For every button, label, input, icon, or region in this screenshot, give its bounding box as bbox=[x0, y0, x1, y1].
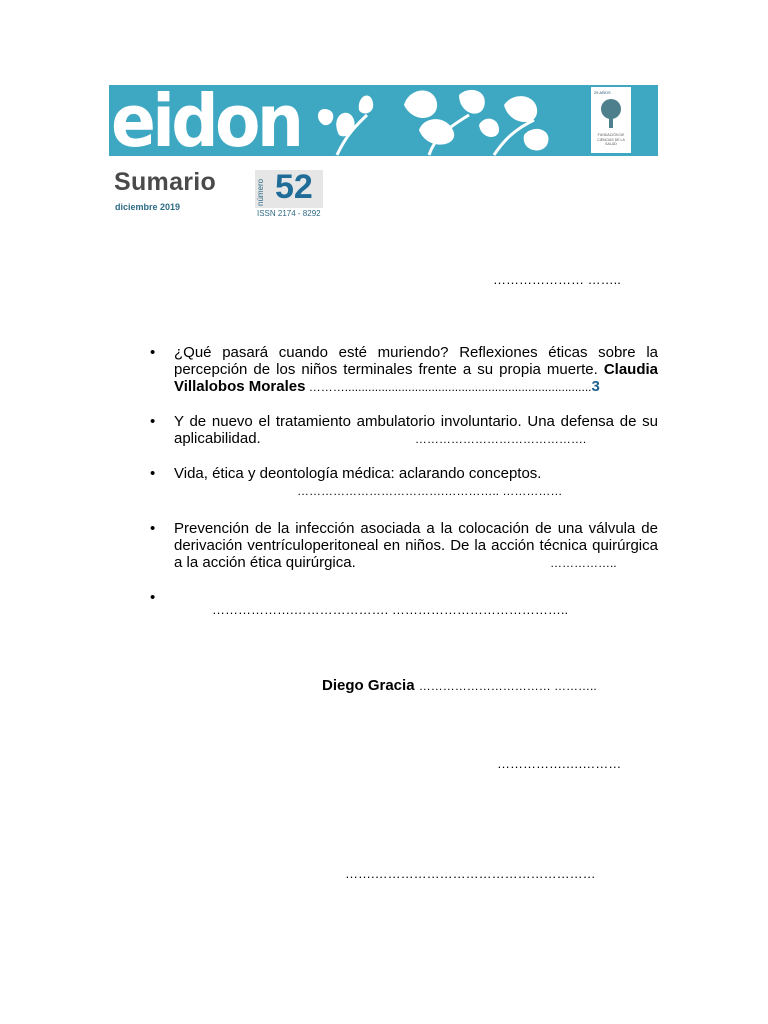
dot-leader: ……………………………………. bbox=[414, 432, 587, 446]
badge-name: FUNDACIÓN DE CIENCIAS DE LA SALUD bbox=[597, 133, 625, 146]
toc-item-title: Prevención de la infección asociada a la colocación de una válvula de derivación ventrículoperitoneal en niños. De la acción técnica quirúrgica a la acción ética quirúrgica. bbox=[174, 520, 658, 571]
bullet: • bbox=[150, 589, 156, 606]
page-title: Sumario bbox=[114, 168, 217, 196]
bullet: • bbox=[150, 344, 156, 361]
author-name: Diego Gracia bbox=[322, 677, 415, 694]
dot-leader-item5: ……………….…………………. ………………………………….. bbox=[212, 602, 569, 617]
page-number[interactable]: 3 bbox=[591, 378, 600, 395]
toc-item[interactable] bbox=[148, 344, 658, 396]
toc-item-title: ¿Qué pasará cuando esté muriendo? Reflexiones éticas sobre la percepción de los niños terminales frente a su propia muerte. bbox=[174, 344, 658, 378]
toc-item[interactable] bbox=[148, 520, 658, 572]
toc-item-title: Vida, ética y deontología médica: aclarando conceptos. bbox=[174, 465, 542, 482]
dot-leader: …………………………… ……….. bbox=[418, 679, 597, 693]
dot-leader-870: …….…………………………………………… bbox=[345, 866, 596, 881]
tree-icon bbox=[597, 98, 625, 130]
leaf-illustration bbox=[309, 85, 589, 156]
issue-date: diciembre 2019 bbox=[115, 202, 181, 212]
issue-number-box bbox=[255, 170, 323, 208]
toc-item-title: Y de nuevo el tratamiento ambulatorio involuntario. Una defensa de su aplicabilidad. bbox=[174, 413, 658, 447]
toc-item-author: Claudia Villalobos Morales bbox=[174, 361, 658, 395]
numero-label: número bbox=[256, 178, 265, 206]
issue-number: 52 bbox=[275, 168, 313, 206]
bullet: • bbox=[150, 413, 156, 430]
dot-leader-760: …………….….……… bbox=[497, 756, 622, 771]
bullet: • bbox=[150, 520, 156, 537]
dot-leader: ……………………………….………….. …………… bbox=[297, 484, 563, 498]
issn: ISSN 2174 - 8292 bbox=[257, 209, 321, 218]
dot-leader: …………….. bbox=[549, 556, 617, 570]
table-of-contents bbox=[148, 344, 658, 623]
toc-item[interactable] bbox=[148, 465, 658, 500]
author-line[interactable] bbox=[322, 677, 597, 694]
bullet: • bbox=[150, 465, 156, 482]
dot-leader-top: ………………… …….. bbox=[493, 272, 621, 287]
foundation-badge bbox=[591, 87, 631, 153]
journal-banner bbox=[109, 85, 658, 156]
toc-item[interactable] bbox=[148, 413, 658, 448]
dot-leader: ……….......................................................................... bbox=[305, 380, 592, 394]
journal-logo: eidon bbox=[111, 85, 301, 156]
badge-years: 25 AÑOS bbox=[594, 90, 611, 95]
